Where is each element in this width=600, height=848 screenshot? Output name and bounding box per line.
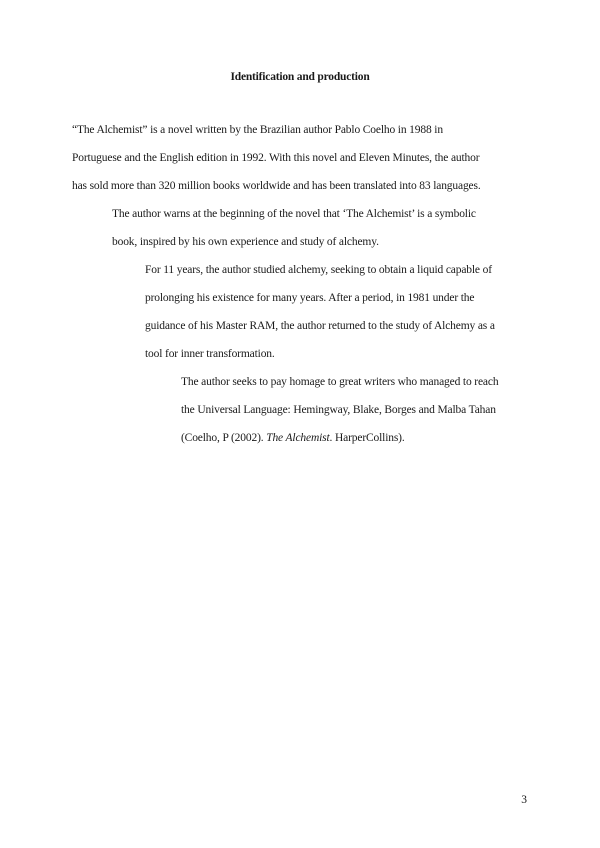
citation-title: The Alchemist xyxy=(266,432,330,444)
text-line: “The Alchemist” is a novel written by the Brazilian author Pablo Coelho in 1988 in xyxy=(72,124,443,136)
paragraph-intro xyxy=(72,116,534,200)
page-number: 3 xyxy=(521,794,527,806)
text-line: The author warns at the beginning of the novel that ‘The Alchemist’ is a symbolic xyxy=(112,208,476,220)
paragraph-symbolic xyxy=(108,200,528,256)
citation-line xyxy=(181,424,531,452)
text-line: book, inspired by his own experience and study of alchemy. xyxy=(112,236,379,248)
text-line: guidance of his Master RAM, the author returned to the study of Alchemy as a xyxy=(145,320,495,332)
text-line: The author seeks to pay homage to great writers who managed to reach xyxy=(181,376,499,388)
text-line: For 11 years, the author studied alchemy, seeking to obtain a liquid capable of xyxy=(145,264,492,276)
text-line: Portuguese and the English edition in 1992. With this novel and Eleven Minutes, the author xyxy=(72,152,480,164)
text-line: tool for inner transformation. xyxy=(145,348,275,360)
text-line: has sold more than 320 million books worldwide and has been translated into 83 languages. xyxy=(72,180,481,192)
paragraph-homage xyxy=(181,368,531,452)
section-heading: Identification and production xyxy=(230,71,370,83)
citation-prefix: (Coelho, P (2002). xyxy=(181,432,267,444)
paragraph-alchemy-study xyxy=(145,256,529,368)
text-line: prolonging his existence for many years. After a period, in 1981 under the xyxy=(145,292,475,304)
text-line: the Universal Language: Hemingway, Blake, Borges and Malba Tahan xyxy=(181,404,496,416)
citation-suffix: . HarperCollins). xyxy=(329,432,405,444)
